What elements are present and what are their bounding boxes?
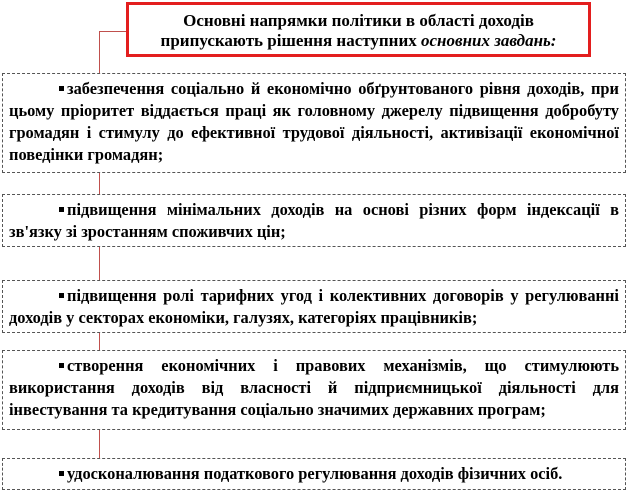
- header-line-2-text: припускають рішення наступних: [160, 31, 422, 50]
- connector-hook: [99, 31, 126, 32]
- bullet-icon: [59, 363, 64, 368]
- task-box-5: [2, 458, 626, 490]
- task-text-3: підвищення ролі тарифних угод і колективних договорів у регулюванні доходів у секторах економіки, галузях, категоріях працівників;: [9, 286, 619, 327]
- task-box-3: [2, 280, 626, 333]
- task-text-5: удосконалювання податкового регулювання доходів фізичних осіб.: [67, 464, 563, 483]
- task-box-2: [2, 194, 626, 247]
- header-box: [126, 2, 591, 57]
- bullet-icon: [59, 293, 64, 298]
- task-text-4: створення економічних і правових механізмів, що стимулюють використання доходів від власності й підприємницької діяльності для інвестування та кредитування соціально значимих державних програм;: [9, 356, 619, 419]
- task-text-2: підвищення мінімальних доходів на основі різних форм індексації в зв'язку зі зростанням споживчих цін;: [9, 200, 619, 241]
- task-box-4: [2, 350, 626, 430]
- bullet-icon: [59, 207, 64, 212]
- header-line-2: [129, 31, 588, 51]
- header-line-1: Основні напрямки політики в області доходів: [183, 11, 534, 30]
- header-emphasis: основних завдань:: [421, 31, 557, 50]
- bullet-icon: [59, 471, 64, 476]
- bullet-icon: [59, 86, 64, 91]
- task-box-1: [2, 73, 626, 173]
- task-text-1: забезпечення соціально й економічно обґрунтованого рівня доходів, при цьому пріоритет віддається праці як головному джерелу підвищення добробуту громадян і стимулу до ефективної трудової діяльності, активізації економічної поведінки громадян;: [9, 79, 619, 164]
